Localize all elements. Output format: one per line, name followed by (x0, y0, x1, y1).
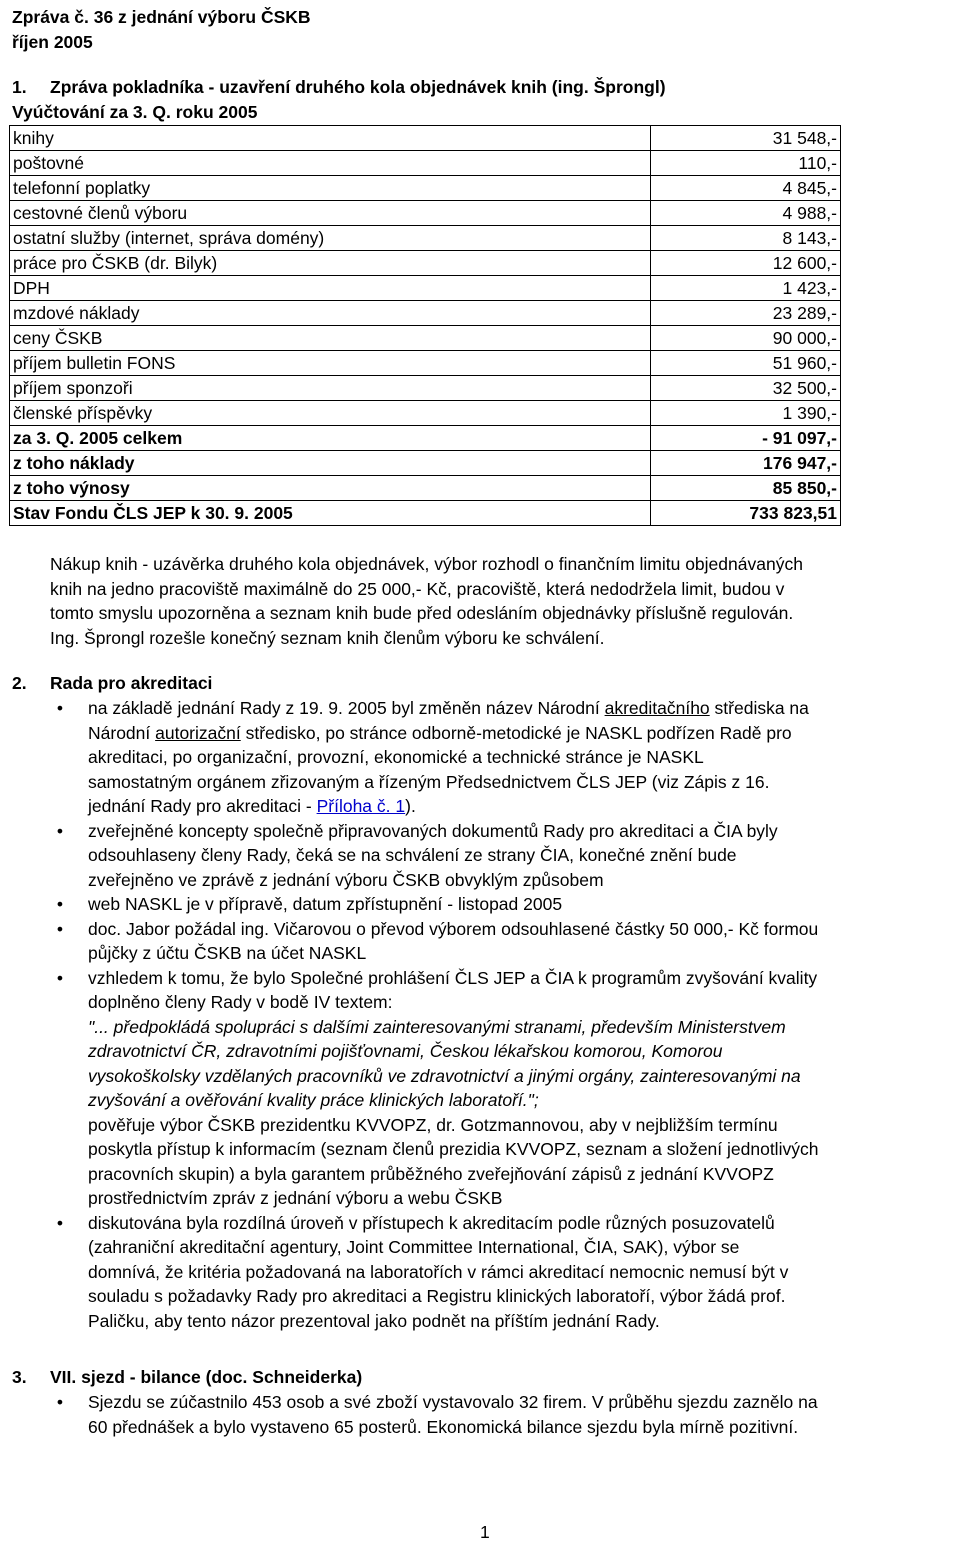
item-amount: 1 423,- (650, 276, 840, 301)
bullet-icon: • (56, 820, 64, 841)
document-header (12, 5, 311, 55)
item-label: z toho náklady (10, 451, 651, 476)
paragraph-line: Nákup knih - uzávěrka druhého kola objednávek, výbor rozhodl o finančním limitu objednávaných (50, 554, 803, 574)
item-amount: - 91 097,- (650, 426, 840, 451)
section-2-title: Rada pro akreditaci (50, 673, 213, 693)
item-label: mzdové náklady (10, 301, 651, 326)
paragraph-line: tomto smyslu upozorněna a seznam knih bude před odesláním objednávky příslušně regulován. (50, 603, 794, 623)
text: střediska na (709, 698, 809, 718)
text-line: Sjezdu se zúčastnilo 453 osob a své zboží vystavovalo 32 firem. V průběhu sjezdu zaznělo na (88, 1392, 818, 1412)
item-label: telefonní poplatky (10, 176, 651, 201)
table-row (10, 326, 841, 351)
table-row (10, 226, 841, 251)
section-3-heading (12, 1365, 362, 1390)
item-amount: 4 988,- (650, 201, 840, 226)
section-3-title: VII. sjezd - bilance (doc. Schneiderka) (50, 1367, 363, 1387)
text: na základě jednání Rady z 19. 9. 2005 byl změněn název Národní (88, 698, 605, 718)
quote-line: zvyšování a ověřování kvality práce klinických laboratoří."; (88, 1090, 539, 1110)
list-item (50, 917, 960, 966)
table-row (10, 201, 841, 226)
text-line: vzhledem k tomu, že bylo Společné prohlášení ČLS JEP a ČIA k programům zvyšování kvality (88, 967, 818, 988)
table-row (10, 426, 841, 451)
item-amount: 51 960,- (650, 351, 840, 376)
section-1-number: 1. (12, 77, 27, 97)
item-label: ostatní služby (internet, správa domény) (10, 226, 651, 251)
item-amount: 90 000,- (650, 326, 840, 351)
text-line: domnívá, že kritéria požadovaná na laboratořích v rámci akreditací nemocnic nemusí být v (88, 1261, 789, 1282)
section-3-number: 3. (12, 1367, 27, 1387)
item-label: práce pro ČSKB (dr. Bilyk) (10, 251, 651, 276)
item-amount: 31 548,- (650, 126, 840, 151)
table-row (10, 126, 841, 151)
paragraph-line: knih na jedno pracoviště maximálně do 25 000,- Kč, pracoviště, která nedodržela limit, budou v (50, 578, 785, 599)
quote-line: "... předpokládá spolupráci s dalšími zainteresovanými stranami, především Ministerstvem (88, 1016, 786, 1037)
document-date: říjen 2005 (12, 32, 93, 52)
text-line: pověřuje výbor ČSKB prezidentku KVVOPZ, dr. Gotzmannovou, aby v nejbližším termínu (88, 1114, 778, 1135)
item-amount: 733 823,51 (650, 501, 840, 526)
item-label: příjem sponzoři (10, 376, 651, 401)
document-title: Zpráva č. 36 z jednání výboru ČSKB (12, 7, 311, 27)
book-purchase-paragraph (50, 552, 955, 650)
text-line: doplněno členy Rady v bodě IV textem: (88, 992, 393, 1012)
section-1-heading (12, 75, 666, 125)
bullet-icon: • (56, 1392, 64, 1412)
item-label: z toho výnosy (10, 476, 651, 501)
text-line: diskutována byla rozdílná úroveň v přístupech k akreditacím podle různých posuzovatelů (88, 1212, 775, 1233)
section-1-title: Zpráva pokladníka - uzavření druhého kola objednávek knih (ing. Šprongl) (50, 77, 666, 97)
list-item (50, 892, 960, 917)
text-line: samostatným orgánem zřizovaným a řízeným Předsednictvem ČLS JEP (viz Zápis z 16. (88, 771, 770, 792)
list-item (50, 1390, 960, 1439)
table-row (10, 351, 841, 376)
bullet-icon: • (56, 894, 64, 914)
bullet-icon: • (56, 1212, 64, 1233)
item-amount: 32 500,- (650, 376, 840, 401)
text-line: zveřejněno ve zprávě z jednání výboru ČSKB obvyklým způsobem (88, 869, 604, 890)
item-label: příjem bulletin FONS (10, 351, 651, 376)
item-label: členské příspěvky (10, 401, 651, 426)
text-line: akreditaci, po organizační, provozní, ekonomické a technické stránce je NASKL (88, 747, 704, 767)
quote-line: zdravotnictví ČR, zdravotními pojišťovnami, Českou lékařskou komorou, Komorou (88, 1041, 723, 1061)
section-3-bullets (50, 1390, 960, 1439)
list-item (50, 819, 960, 893)
table-row (10, 476, 841, 501)
text-line: 60 přednášek a bylo vystaveno 65 posterů. Ekonomická bilance sjezdu byla mírně pozitivní. (88, 1416, 799, 1437)
list-item (50, 966, 960, 1211)
item-amount: 1 390,- (650, 401, 840, 426)
underlined-text: autorizační (155, 722, 241, 743)
text: jednání Rady pro akreditaci - (88, 796, 317, 816)
bullet-icon: • (56, 918, 64, 939)
text-line: web NASKL je v přípravě, datum zpřístupnění - listopad 2005 (88, 894, 563, 914)
text-line: pracovních skupin) a byla garantem průběžného zveřejňování zápisů z jednání KVVOPZ (88, 1163, 774, 1184)
item-amount: 110,- (650, 151, 840, 176)
text-line: prostřednictvím zpráv z jednání výboru a webu ČSKB (88, 1188, 503, 1208)
item-label: knihy (10, 126, 651, 151)
text-line: souladu s požadavky Rady pro akreditaci a Registru klinických laboratoří, výbor žádá prof. (88, 1286, 786, 1306)
table-row (10, 301, 841, 326)
text-line: Paličku, aby tento názor prezentoval jako podnět na příštím jednání Rady. (88, 1310, 660, 1331)
text: ). (405, 796, 416, 816)
list-item (50, 1211, 960, 1334)
bullet-icon: • (56, 698, 64, 718)
table-row (10, 451, 841, 476)
bullet-icon: • (56, 967, 64, 988)
table-row (10, 501, 841, 526)
table-row (10, 176, 841, 201)
text-line: půjčky z účtu ČSKB na účet NASKL (88, 943, 367, 963)
underlined-text: akreditačního (604, 698, 710, 718)
section-1-subtitle: Vyúčtování za 3. Q. roku 2005 (12, 102, 258, 122)
table-row (10, 251, 841, 276)
text-line: odsouhlaseny členy Rady, čeká se na schválení ze strany ČIA, konečné znění bude (88, 845, 737, 865)
item-label: poštovné (10, 151, 651, 176)
table-row (10, 376, 841, 401)
text: středisko, po stránce odborně-metodické je NASKL podřízen Radě pro (240, 722, 792, 743)
text-line: doc. Jabor požádal ing. Vičarovou o převod výborem odsouhlasené částky 50 000,- Kč formou (88, 918, 819, 939)
item-amount: 85 850,- (650, 476, 840, 501)
table-row (10, 276, 841, 301)
text-line: zveřejněné koncepty společně připravovaných dokumentů Rady pro akreditaci a ČIA byly (88, 820, 778, 841)
item-label: Stav Fondu ČLS JEP k 30. 9. 2005 (10, 501, 651, 526)
page-number: 1 (480, 1522, 490, 1542)
item-label: za 3. Q. 2005 celkem (10, 426, 651, 451)
finance-table (9, 125, 841, 526)
item-amount: 23 289,- (650, 301, 840, 326)
table-row (10, 151, 841, 176)
text-line: (zahraniční akreditační agentury, Joint Committee International, ČIA, SAK), výbor se (88, 1237, 740, 1257)
section-2-heading (12, 671, 212, 696)
paragraph-line: Ing. Šprongl rozešle konečný seznam knih členům výboru ke schválení. (50, 627, 605, 648)
item-label: cestovné členů výboru (10, 201, 651, 226)
text-line: poskytla přístup k informacím (seznam členů prezidia KVVOPZ, seznam a složení jednotlivých (88, 1139, 819, 1159)
section-2-bullets (50, 696, 960, 1333)
quote-line: vysokoškolsky vzdělaných pracovníků ve zdravotnictví a jinými orgány, zainteresovanými na (88, 1065, 801, 1086)
item-amount: 8 143,- (650, 226, 840, 251)
attachment-link[interactable]: Příloha č. 1 (316, 796, 406, 816)
table-row (10, 401, 841, 426)
item-amount: 12 600,- (650, 251, 840, 276)
text: Národní (88, 722, 156, 743)
item-amount: 176 947,- (650, 451, 840, 476)
item-amount: 4 845,- (650, 176, 840, 201)
section-2-number: 2. (12, 673, 27, 693)
list-item (50, 696, 960, 819)
item-label: DPH (10, 276, 651, 301)
item-label: ceny ČSKB (10, 326, 651, 351)
